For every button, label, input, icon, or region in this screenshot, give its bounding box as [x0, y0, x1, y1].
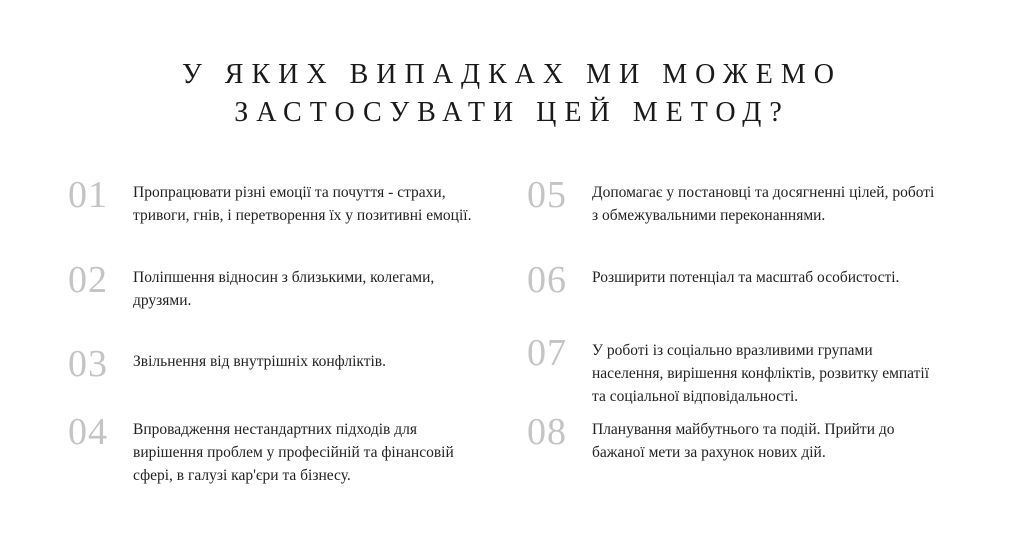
item-number: 01: [68, 174, 108, 216]
item-text: Планування майбутнього та подій. Прийти до бажаної мети за рахунок нових дій.: [592, 421, 895, 461]
section-heading: [0, 56, 1024, 132]
item-text: Поліпшення відносин з близькими, колегами, друзями.: [133, 269, 435, 309]
item-text: Впровадження нестандартних підходів для вирішення проблем у професійній та фінансовій сфері, в галузі кар'єри та бізнесу.: [133, 421, 454, 484]
item-text: У роботі із соціально вразливими групами населення, вирішення конфліктів, розвитку емпатії та соціальної відповідальності.: [592, 342, 930, 405]
section-heading-line-2: ЗАСТОСУВАТИ ЦЕЙ МЕТОД?: [234, 97, 790, 128]
item-number: 07: [527, 332, 567, 374]
item-text: Пропрацювати різні емоції та почуття - страхи, тривоги, гнів, і перетворення їх у позитивні емоції.: [133, 184, 472, 224]
item-number: 03: [68, 343, 108, 385]
item-number: 04: [68, 411, 108, 453]
item-text: Розширити потенціал та масштаб особистості.: [592, 269, 900, 286]
section-heading-line-1: У ЯКИХ ВИПАДКАХ МИ МОЖЕМО: [181, 59, 843, 90]
item-text: Допомагає у постановці та досягненні цілей, роботі з обмежувальними переконаннями.: [592, 184, 935, 224]
item-number: 02: [68, 259, 108, 301]
item-text: Звільнення від внутрішніх конфліктів.: [133, 353, 386, 370]
item-number: 06: [527, 259, 567, 301]
item-number: 05: [527, 174, 567, 216]
item-number: 08: [527, 411, 567, 453]
